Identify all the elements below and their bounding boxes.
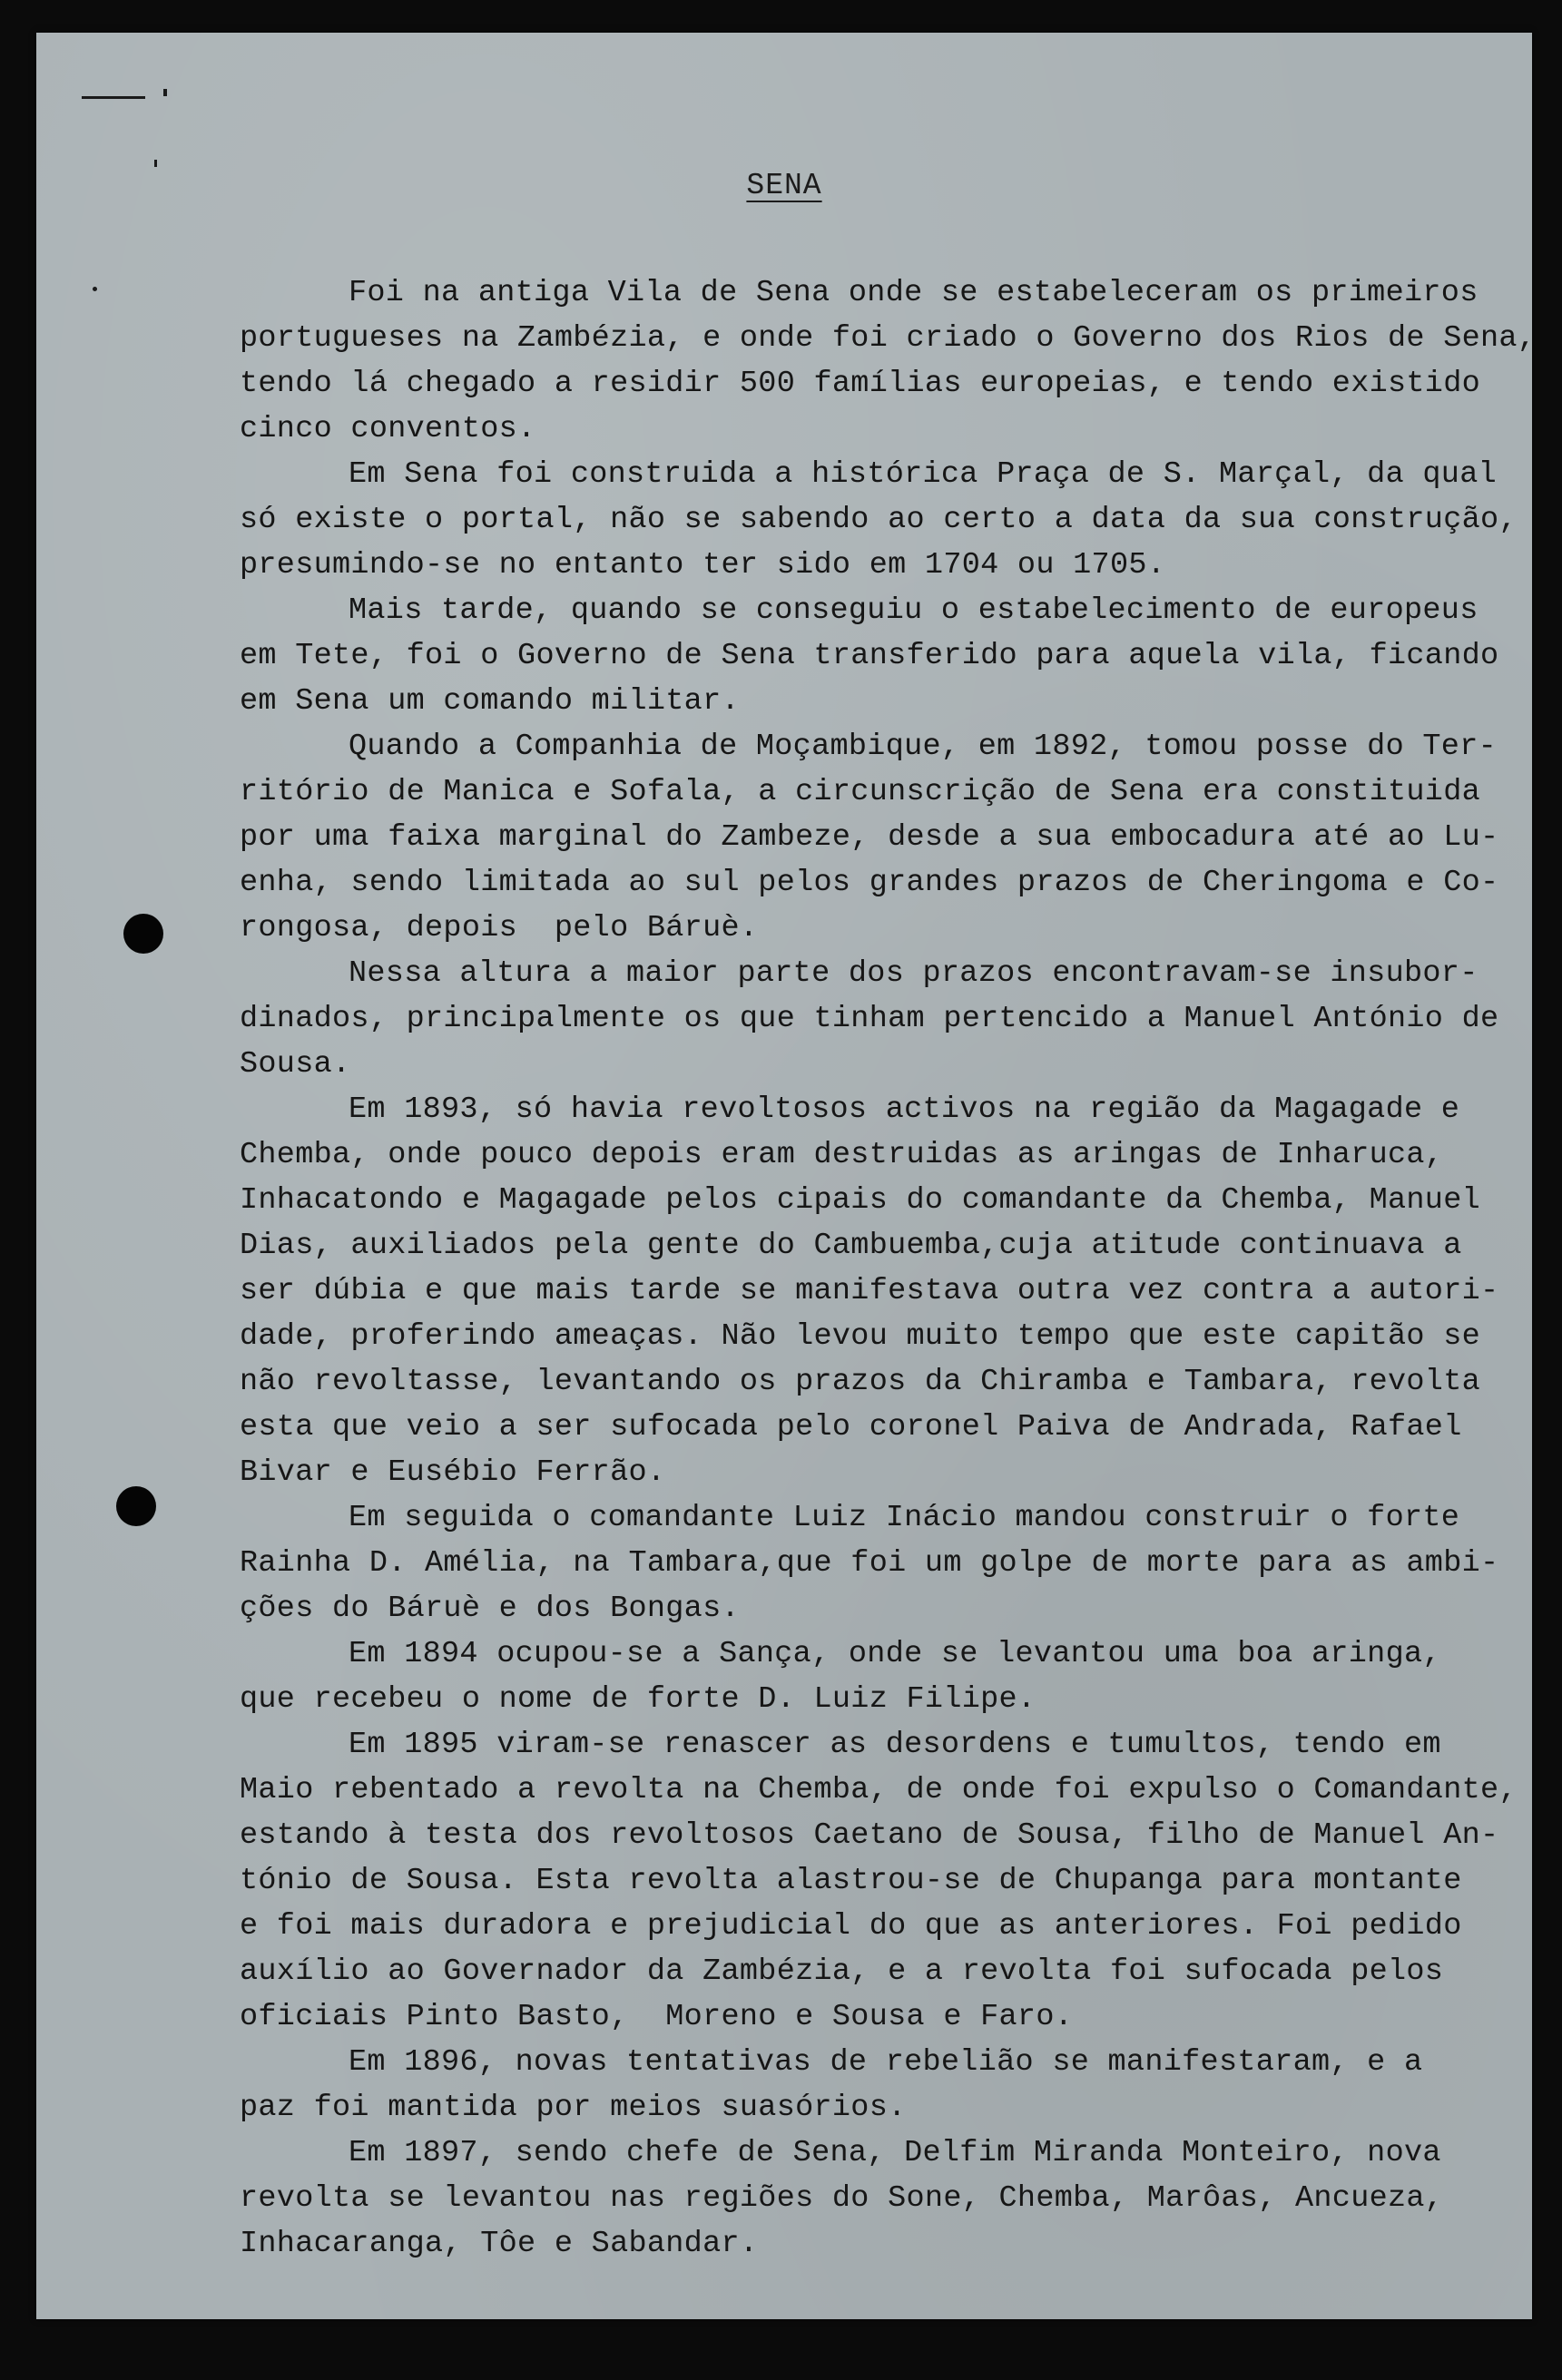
text-line: Em 1894 ocupou-se a Sança, onde se levantou uma boa aringa, bbox=[349, 1637, 1441, 1671]
text-line: Inhacaranga, Tôe e Sabandar. bbox=[240, 2227, 759, 2261]
text-line: Em 1896, novas tentativas de rebelião se manifestaram, e a bbox=[349, 2045, 1423, 2080]
text-line: revolta se levantou nas regiões do Sone, Chemba, Marôas, Ancueza, bbox=[240, 2181, 1444, 2216]
text-line: Dias, auxiliados pela gente do Cambuemba,cuja atitude continuava a bbox=[240, 1229, 1462, 1263]
text-line: paz foi mantida por meios suasórios. bbox=[240, 2091, 907, 2125]
punch-hole bbox=[123, 914, 163, 954]
text-line: Chemba, onde pouco depois eram destruidas as aringas de Inharuca, bbox=[240, 1138, 1444, 1172]
text-line: Em 1895 viram-se renascer as desordens e tumultos, tendo em bbox=[349, 1728, 1441, 1762]
text-line: em Sena um comando militar. bbox=[240, 684, 740, 719]
text-line: tendo lá chegado a residir 500 famílias europeias, e tendo existido bbox=[240, 367, 1481, 401]
text-line: não revoltasse, levantando os prazos da Chiramba e Tambara, revolta bbox=[240, 1365, 1481, 1399]
text-line: Rainha D. Amélia, na Tambara,que foi um golpe de morte para as ambi- bbox=[240, 1546, 1499, 1581]
text-line: Foi na antiga Vila de Sena onde se estabeleceram os primeiros bbox=[349, 276, 1478, 310]
text-line: dade, proferindo ameaças. Não levou muito tempo que este capitão se bbox=[240, 1319, 1481, 1354]
text-line: auxílio ao Governador da Zambézia, e a revolta foi sufocada pelos bbox=[240, 1954, 1444, 1989]
ink-speck bbox=[163, 89, 167, 96]
document-title-text: SENA bbox=[746, 169, 822, 202]
text-line: Maio rebentado a revolta na Chemba, de onde foi expulso o Comandante, bbox=[240, 1773, 1518, 1807]
text-line: ser dúbia e que mais tarde se manifestava outra vez contra a autori- bbox=[240, 1274, 1499, 1308]
text-line: cinco conventos. bbox=[240, 412, 536, 446]
ink-speck bbox=[93, 287, 97, 291]
text-line: em Tete, foi o Governo de Sena transferido para aquela vila, ficando bbox=[240, 639, 1499, 673]
text-line: só existe o portal, não se sabendo ao certo a data da sua construção, bbox=[240, 503, 1518, 537]
text-line: Nessa altura a maior parte dos prazos encontravam-se insubor- bbox=[349, 956, 1478, 991]
text-line: esta que veio a ser sufocada pelo coronel Paiva de Andrada, Rafael bbox=[240, 1410, 1462, 1445]
text-line: Sousa. bbox=[240, 1047, 351, 1082]
ink-speck bbox=[82, 96, 145, 99]
text-line: Mais tarde, quando se conseguiu o estabelecimento de europeus bbox=[349, 593, 1478, 628]
document-page bbox=[36, 33, 1537, 2319]
text-line: enha, sendo limitada ao sul pelos grandes prazos de Cheringoma e Co- bbox=[240, 866, 1499, 900]
text-line: presumindo-se no entanto ter sido em 1704 ou 1705. bbox=[240, 548, 1166, 583]
ink-speck bbox=[154, 160, 157, 167]
text-line: Quando a Companhia de Moçambique, em 1892, tomou posse do Ter- bbox=[349, 730, 1498, 764]
text-line: Em Sena foi construida a histórica Praça de S. Marçal, da qual bbox=[349, 457, 1498, 492]
text-line: rongosa, depois pelo Báruè. bbox=[240, 911, 759, 945]
text-line: e foi mais duradora e prejudicial do que as anteriores. Foi pedido bbox=[240, 1909, 1462, 1944]
text-line: oficiais Pinto Basto, Moreno e Sousa e Faro. bbox=[240, 2000, 1074, 2034]
text-line: por uma faixa marginal do Zambeze, desde a sua embocadura até ao Lu- bbox=[240, 820, 1499, 855]
text-line: Em 1893, só havia revoltosos activos na região da Magagade e bbox=[349, 1092, 1460, 1127]
punch-hole bbox=[116, 1486, 156, 1526]
text-line: que recebeu o nome de forte D. Luiz Filipe. bbox=[240, 1682, 1036, 1717]
text-line: ções do Báruè e dos Bongas. bbox=[240, 1592, 740, 1626]
document-title bbox=[36, 169, 1532, 202]
text-line: Bivar e Eusébio Ferrão. bbox=[240, 1455, 666, 1490]
text-line: portugueses na Zambézia, e onde foi criado o Governo dos Rios de Sena, bbox=[240, 321, 1537, 356]
text-line: dinados, principalmente os que tinham pertencido a Manuel António de bbox=[240, 1002, 1499, 1036]
text-line: Em seguida o comandante Luiz Inácio mandou construir o forte bbox=[349, 1501, 1460, 1535]
text-line: Inhacatondo e Magagade pelos cipais do comandante da Chemba, Manuel bbox=[240, 1183, 1481, 1218]
text-line: Em 1897, sendo chefe de Sena, Delfim Miranda Monteiro, nova bbox=[349, 2136, 1441, 2170]
document-body bbox=[240, 270, 1537, 2267]
text-line: tónio de Sousa. Esta revolta alastrou-se de Chupanga para montante bbox=[240, 1864, 1462, 1898]
text-line: ritório de Manica e Sofala, a circunscrição de Sena era constituida bbox=[240, 775, 1481, 809]
text-line: estando à testa dos revoltosos Caetano de Sousa, filho de Manuel An- bbox=[240, 1818, 1499, 1853]
